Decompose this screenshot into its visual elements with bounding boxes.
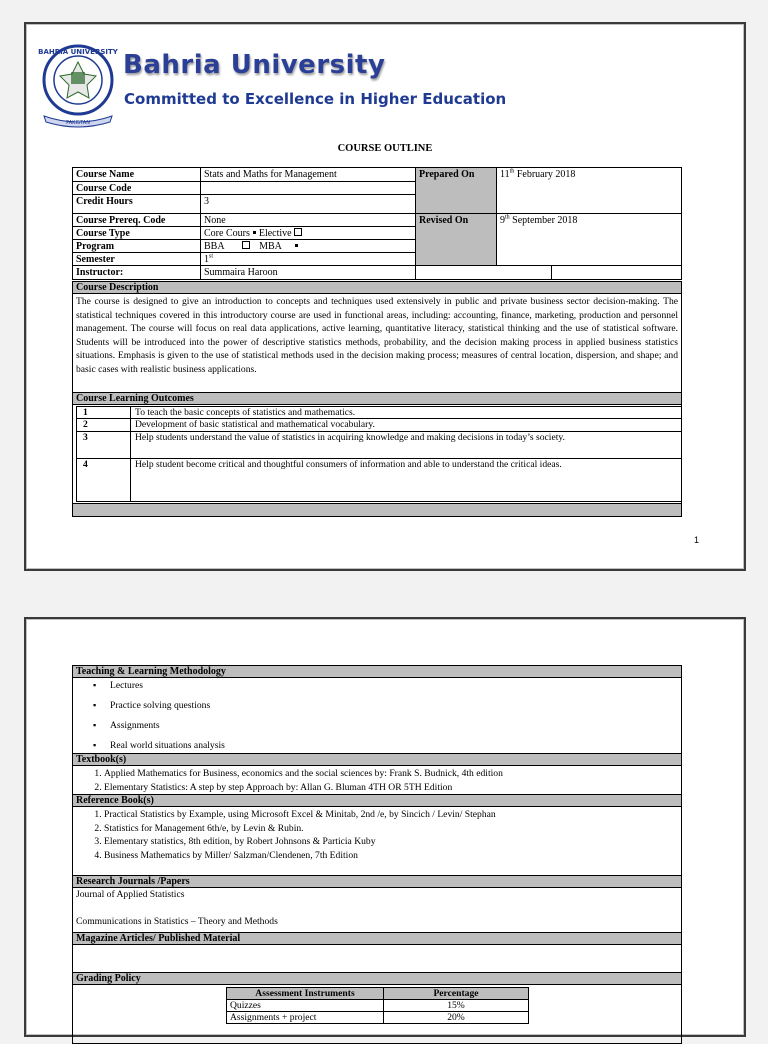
list-item: ▪ Real world situations analysis [110,739,225,759]
methodology-list [76,679,225,759]
references-heading: Reference Book(s) [72,794,682,807]
prepared-on-value: 11th February 2018 [496,167,682,214]
university-logo [38,42,118,128]
outcome-number: 4 [77,459,131,501]
course-type-value: Core Cours Elective [200,226,416,240]
references-list [76,808,496,862]
list-item: 2. Statistics for Management 6th/e, by Levin & Rubin. [104,822,496,836]
magazines-heading: Magazine Articles/ Published Material [72,932,682,945]
outcome-text: Development of basic statistical and mathematical vocabulary. [135,419,375,430]
empty-cell [551,265,682,280]
grading-header-row [227,988,529,1000]
textbooks-heading: Textbook(s) [72,753,682,766]
outcome-number: 2 [77,419,131,431]
list-item: ▪ Practice solving questions [110,699,225,719]
revised-on-value: 9th September 2018 [496,213,682,266]
journal-item: Communications in Statistics – Theory and Methods [76,916,278,927]
empty-cell [415,265,552,280]
list-item: 2. Elementary Statistics: A step by step Approach by: Allan G. Bluman 4TH OR 5TH Edition [104,781,503,795]
list-item: 1. Practical Statistics by Example, using Microsoft Excel & Minitab, 2nd /e, by Sincich / Levin/ Stephan [104,808,496,822]
grading-percentage: 15% [384,1000,529,1012]
course-code-label: Course Code [72,181,201,195]
semester-label: Semester [72,252,201,266]
revised-on-label: Revised On [415,213,497,266]
bba-checkbox[interactable] [242,241,250,249]
course-type-label: Course Type [72,226,201,240]
textbooks-list [76,767,503,794]
table-row [227,1000,529,1012]
grading-percentage: 20% [384,1012,529,1024]
course-description-text: The course is designed to give an introduction to concepts and techniques used extensively in public and private business sector decision-making. The statistical techniques covered in this introductory course are used in functional areas, including: accounting, finance, marketing, production and personnel management. The course will focus on real data applications, active learning, quantitative literacy, statistical thinking and the use of statistical software. Students will be introduced into the power of descriptive statistics methods, probability, and the decision making process in applied business statistics situations. Emphasis is given to the use of statistical methods used in the decision making process; measures of central location, dispersion, and shape; and basic cases with realistic business applications. [76,296,678,375]
list-item: 1. Applied Mathematics for Business, economics and the social sciences by: Frank S. Budnick, 4th edition [104,767,503,781]
semester-value: 1st [200,252,416,266]
methodology-heading: Teaching & Learning Methodology [72,665,682,678]
document-page-1 [24,22,746,571]
grading-col-percentage: Percentage [384,988,529,1000]
document-page-2 [24,617,746,1037]
mba-selected-dot [295,244,298,247]
logo-text: BAHRIA UNIVERSITY [38,48,118,56]
list-item: ▪ Assignments [110,719,225,739]
prereq-value: None [200,213,416,227]
course-name-value: Stats and Maths for Management [200,167,416,182]
logo-country: PAKISTAN [66,120,90,126]
document-title: COURSE OUTLINE [337,143,433,154]
learning-outcomes-heading: Course Learning Outcomes [72,392,682,405]
table-row [227,1012,529,1024]
page-number: 1 [693,535,699,545]
university-name: Bahria University [123,50,386,80]
outcome-row [76,458,682,502]
list-item: 4. Business Mathematics by Miller/ Salzman/Clendenen, 7th Edition [104,849,496,863]
prepared-on-label: Prepared On [415,167,497,214]
course-name-label: Course Name [72,167,201,182]
outcome-text: Help students understand the value of statistics in acquiring knowledge and making decisions in today’s society. [135,432,565,443]
core-selected-dot [253,231,256,234]
program-label: Program [72,239,201,253]
credit-hours-label: Credit Hours [72,194,201,214]
list-item: 3. Elementary statistics, 8th edition, by Robert Johnsons & Particia Kuby [104,835,496,849]
credit-hours-value: 3 [200,194,416,214]
university-tagline: Committed to Excellence in Higher Education [124,90,507,108]
grading-heading: Grading Policy [72,972,682,985]
outcome-number: 1 [77,407,131,418]
journals-heading: Research Journals /Papers [72,875,682,888]
grading-instrument: Quizzes [227,1000,384,1012]
prereq-label: Course Prereq. Code [72,213,201,227]
list-item: ▪ Lectures [110,679,225,699]
outcome-number: 3 [77,432,131,458]
instructor-label: Instructor: [72,265,201,280]
grading-table [226,987,529,1024]
outcome-text: To teach the basic concepts of statistics and mathematics. [135,407,356,418]
table-footer-bar [72,503,682,517]
program-value: BBA MBA [200,239,416,253]
course-code-value [200,181,416,195]
grading-col-instrument: Assessment Instruments [227,988,384,1000]
journal-item: Journal of Applied Statistics [76,889,185,900]
outcome-text: Help student become critical and thoughtful consumers of information and able to understand the critical ideas. [135,459,562,470]
grading-instrument: Assignments + project [227,1012,384,1024]
magazines-box [72,944,682,973]
outcome-row [76,431,682,459]
elective-checkbox[interactable] [294,228,302,236]
outcome-row [76,418,682,432]
course-description-heading: Course Description [72,281,682,294]
instructor-value: Summaira Haroon [200,265,416,280]
